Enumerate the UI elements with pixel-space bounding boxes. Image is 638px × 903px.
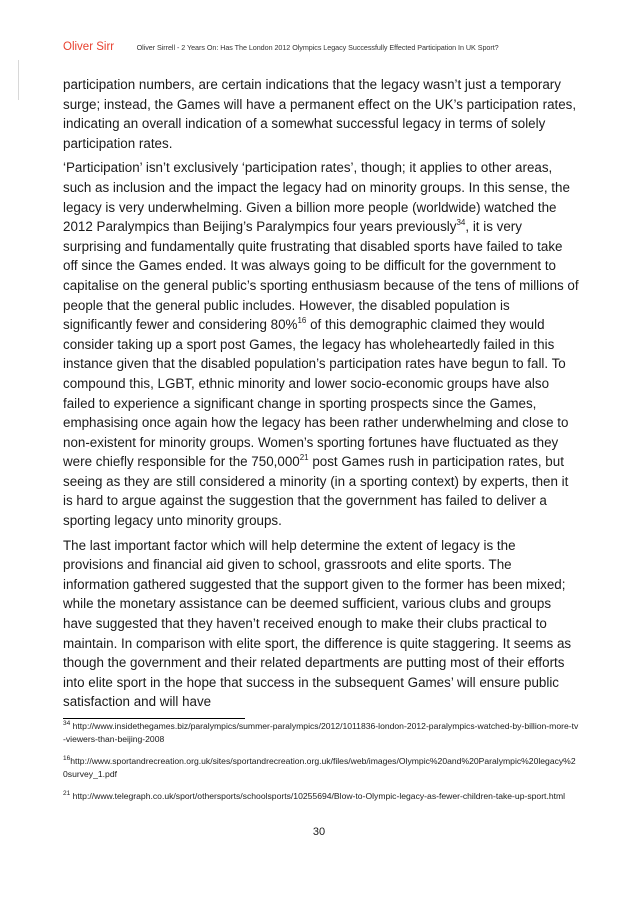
footnote	[63, 720, 579, 747]
footnote-link[interactable]: http://www.telegraph.co.uk/sport/othersports/schoolsports/10255694/Blow-to-Olympic-legacy-as-fewer-children-take-up-sport.html	[70, 790, 566, 801]
margin-rule	[18, 60, 19, 100]
footnote-number: 34	[63, 720, 71, 728]
page-number: 30	[312, 826, 326, 838]
paragraph	[63, 158, 579, 530]
paragraph	[63, 75, 579, 153]
footnotes	[63, 720, 579, 811]
footnote-link[interactable]: http://www.insidethegames.biz/paralympics/summer-paralympics/2012/1011836-london-2012-paralympics-watched-by-billion-more-tv-viewers-than-beijing-2008	[63, 721, 579, 745]
body-text	[63, 75, 579, 712]
header-title: Oliver Sirrell - 2 Years On: Has The London 2012 Olympics Legacy Successfully Effected Participation In UK Sport?	[136, 43, 499, 52]
header-author: Oliver Sirr	[63, 41, 115, 53]
footnote-ref: 16	[297, 315, 307, 325]
paragraph	[63, 536, 579, 712]
footnote-ref: 21	[299, 452, 309, 462]
footnote-separator	[63, 718, 245, 719]
footnote-number: 21	[63, 789, 71, 797]
footnote-link[interactable]: http://www.sportandrecreation.org.uk/sites/sportandrecreation.org.uk/files/web/images/Olympic%20and%20Paralympic%20legacy%20survey_1.pdf	[63, 755, 576, 780]
paragraph-text: ‘Participation’ isn’t exclusively ‘participation rates’, though; it applies to other areas, such as inclusion and the impact the legacy had on minority groups. In this sense, the legacy is very underwhelming. Given a billion more people (worldwide) watched the 2012 Paralympics than Beijing’s Paralympics four years previously	[63, 160, 570, 235]
footnote-number: 16	[63, 754, 71, 762]
paragraph-text: , it is very surprising and fundamentally quite frustrating that disabled sports have failed to take off since the Games ended. It was always going to be difficult for the government to capitalise on the general public’s sporting enthusiasm because of the tens of millions of people that the general public includes. However, the disabled population is significantly fewer and considering 80%	[63, 219, 579, 333]
footnote	[63, 790, 579, 803]
paragraph-text: participation numbers, are certain indications that the legacy wasn’t just a temporary surge; instead, the Games will have a permanent effect on the UK’s participation rates, indicating an overall indication of a somewhat successful legacy in terms of solely participation rates.	[63, 77, 577, 151]
page-header	[63, 37, 583, 55]
footnote-ref: 34	[456, 217, 466, 227]
paragraph-text: post Games rush in participation rates, but seeing as they are still considered a minority (in a sporting context) by experts, then it is hard to argue against the suggestion that the government has failed to deliver a sporting legacy unto minority groups.	[63, 454, 569, 529]
paragraph-text: of this demographic claimed they would consider taking up a sport post Games, the legacy has wholeheartedly failed in this instance given that the disabled population’s participation rates have begun to fall. To compound this, LGBT, ethnic minority and lower socio-economic groups have also failed to experience a significant change in sporting prospects since the Games, emphasising once again how the legacy has been rather underwhelming and close to non-existent for minority groups. Women’s sporting fortunes have fluctuated as they were chiefly responsible for the 750,000	[63, 317, 569, 470]
paragraph-text: The last important factor which will help determine the extent of legacy is the provisions and financial aid given to school, grassroots and elite sports. The information gathered suggested that the support given to the former has been mixed; while the monetary assistance can be deemed sufficient, various clubs and groups have suggested that they haven’t received enough to make their clubs practical to maintain. In comparison with elite sport, the difference is quite staggering. It seems as though the government and their related departments are putting most of their efforts into elite sport in the hope that success in the subsequent Games’ will ensure public satisfaction and will have	[63, 537, 572, 710]
footnote	[63, 755, 579, 782]
